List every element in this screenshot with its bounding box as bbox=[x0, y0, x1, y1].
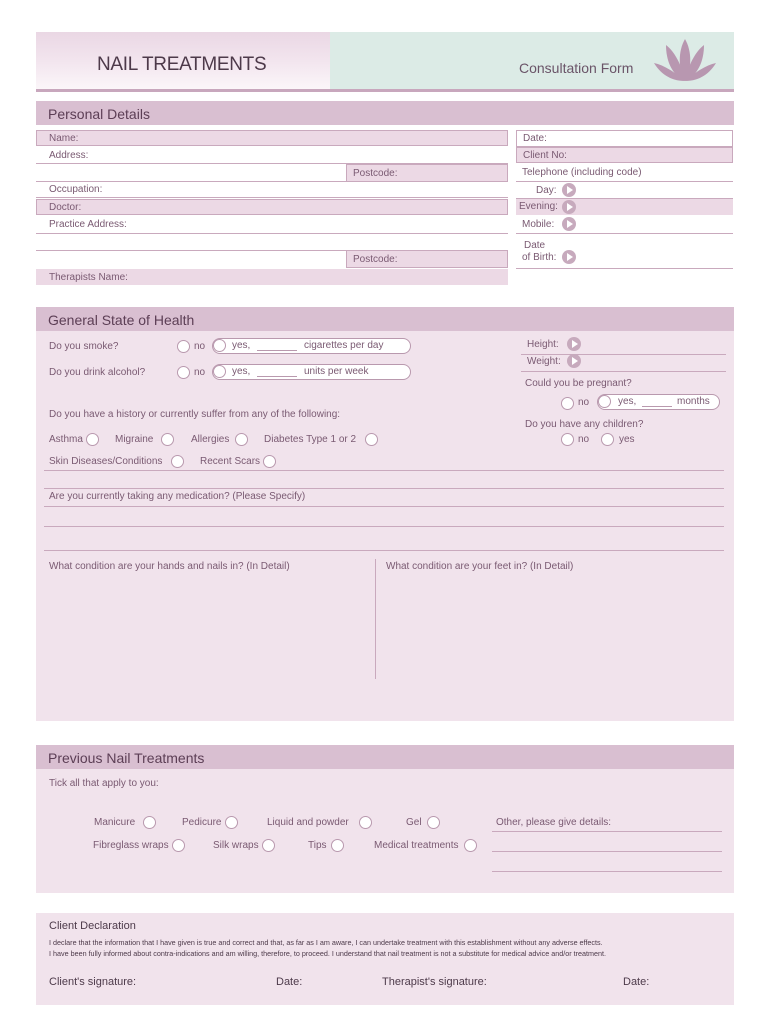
smoke-question: Do you smoke? bbox=[49, 341, 119, 352]
condition-diabetes-checkbox[interactable] bbox=[365, 433, 378, 446]
postcode-field[interactable] bbox=[346, 164, 508, 182]
form-subtitle: Consultation Form bbox=[519, 60, 634, 76]
mobile-label: Mobile: bbox=[522, 219, 555, 230]
pregnant-no-label: no bbox=[578, 397, 590, 408]
treatment-manicure-label: Manicure bbox=[94, 817, 136, 828]
alcohol-no-radio[interactable] bbox=[177, 366, 190, 379]
occupation-line[interactable] bbox=[36, 197, 508, 198]
pregnant-yes-radio[interactable] bbox=[598, 395, 611, 408]
other-details-line-3[interactable] bbox=[492, 871, 722, 872]
pregnant-yes-pill[interactable] bbox=[597, 394, 720, 410]
previous-treatments-header bbox=[36, 745, 734, 769]
alcohol-question: Do you drink alcohol? bbox=[49, 367, 146, 378]
children-question: Do you have any children? bbox=[525, 419, 644, 430]
weight-arrow-icon bbox=[567, 354, 581, 368]
pregnant-question: Could you be pregnant? bbox=[525, 378, 632, 389]
address-label: Address: bbox=[49, 150, 89, 161]
address-line-2[interactable] bbox=[36, 181, 346, 182]
smoke-yes-radio[interactable] bbox=[213, 339, 226, 352]
weight-line[interactable] bbox=[521, 371, 726, 372]
smoke-yes-pill[interactable] bbox=[212, 338, 411, 354]
client-no-label: Client No: bbox=[523, 150, 567, 161]
evening-arrow-icon bbox=[562, 200, 576, 214]
doctor-field[interactable] bbox=[36, 199, 508, 215]
height-label: Height: bbox=[527, 339, 559, 350]
tick-instruction: Tick all that apply to you: bbox=[49, 778, 159, 789]
client-no-field[interactable] bbox=[516, 147, 733, 163]
practice-postcode-label: Postcode: bbox=[353, 254, 398, 265]
condition-scars-label: Recent Scars bbox=[200, 456, 261, 467]
page-title: NAIL TREATMENTS bbox=[97, 54, 267, 75]
alcohol-yes-pill[interactable] bbox=[212, 364, 411, 380]
client-signature-field[interactable] bbox=[140, 975, 270, 990]
client-date-label: Date: bbox=[276, 976, 303, 988]
medication-line-2[interactable] bbox=[44, 526, 724, 527]
therapist-name-label: Therapists Name: bbox=[49, 272, 128, 283]
therapist-date-label: Date: bbox=[623, 976, 650, 988]
alcohol-no-label: no bbox=[194, 367, 206, 378]
treatment-fibreglass-label: Fibreglass wraps bbox=[93, 840, 169, 851]
date-label: Date: bbox=[523, 133, 547, 144]
declaration-text-line2: I have been fully informed about contra-indications and am willing, therefore, to proceed. I understand that nail treatment is not a substitute for medical advice and/or treatment. bbox=[49, 949, 606, 958]
condition-asthma-checkbox[interactable] bbox=[86, 433, 99, 446]
condition-asthma-label: Asthma bbox=[49, 434, 83, 445]
children-yes-radio[interactable] bbox=[601, 433, 614, 446]
therapist-signature-field[interactable] bbox=[490, 975, 618, 990]
treatment-fibreglass-checkbox[interactable] bbox=[172, 839, 185, 852]
children-no-radio[interactable] bbox=[561, 433, 574, 446]
cigarettes-label: cigarettes per day bbox=[304, 340, 384, 351]
hands-feet-divider bbox=[375, 559, 376, 679]
treatment-gel-label: Gel bbox=[406, 817, 422, 828]
hands-question: What condition are your hands and nails in? (In Detail) bbox=[49, 561, 290, 572]
personal-details-header bbox=[36, 101, 734, 125]
alcohol-yes-radio[interactable] bbox=[213, 365, 226, 378]
practice-postcode-field[interactable] bbox=[346, 250, 508, 268]
alcohol-yes-label: yes, bbox=[232, 366, 251, 377]
mobile-arrow-icon bbox=[562, 217, 576, 231]
smoke-no-radio[interactable] bbox=[177, 340, 190, 353]
children-yes-label: yes bbox=[619, 434, 635, 445]
pregnant-no-radio[interactable] bbox=[561, 397, 574, 410]
practice-address-line-2[interactable] bbox=[36, 250, 346, 251]
declaration-title: Client Declaration bbox=[49, 920, 136, 932]
dob-line[interactable] bbox=[516, 268, 733, 269]
units-label: units per week bbox=[304, 366, 369, 377]
evening-label: Evening: bbox=[519, 201, 558, 212]
treatment-pedicure-label: Pedicure bbox=[182, 817, 222, 828]
name-label: Name: bbox=[49, 133, 79, 144]
dob-label-line2: of Birth: bbox=[522, 252, 557, 263]
practice-address-line[interactable] bbox=[36, 233, 508, 234]
treatment-silk-checkbox[interactable] bbox=[262, 839, 275, 852]
condition-migraine-checkbox[interactable] bbox=[161, 433, 174, 446]
health-header bbox=[36, 307, 734, 331]
dob-arrow-icon bbox=[562, 250, 576, 264]
therapist-date-field[interactable] bbox=[652, 975, 728, 990]
other-details-line[interactable] bbox=[492, 831, 722, 832]
smoke-yes-label: yes, bbox=[232, 340, 251, 351]
treatment-gel-checkbox[interactable] bbox=[427, 816, 440, 829]
telephone-line bbox=[516, 181, 733, 182]
treatment-pedicure-checkbox[interactable] bbox=[225, 816, 238, 829]
medication-line[interactable] bbox=[44, 506, 724, 507]
height-arrow-icon bbox=[567, 337, 581, 351]
date-field[interactable] bbox=[516, 130, 733, 147]
declaration-text-line1: I declare that the information that I have given is true and correct and that, as far as I am aware, I can undertake treatment with this establishment without any adverse effects. bbox=[49, 938, 603, 947]
condition-skin-checkbox[interactable] bbox=[171, 455, 184, 468]
therapist-signature-label: Therapist's signature: bbox=[382, 976, 487, 988]
lotus-icon bbox=[652, 37, 718, 85]
section-title: Previous Nail Treatments bbox=[48, 750, 205, 766]
children-no-label: no bbox=[578, 434, 590, 445]
dob-label-line1: Date bbox=[524, 240, 546, 251]
declaration-panel bbox=[36, 913, 734, 1005]
section-title: General State of Health bbox=[48, 312, 195, 328]
section-title: Personal Details bbox=[48, 106, 150, 122]
mobile-line[interactable] bbox=[516, 233, 733, 234]
condition-migraine-label: Migraine bbox=[115, 434, 154, 445]
name-field[interactable] bbox=[36, 130, 508, 146]
alcohol-amount-blank[interactable] bbox=[257, 376, 297, 377]
postcode-label: Postcode: bbox=[353, 168, 398, 179]
treatment-manicure-checkbox[interactable] bbox=[143, 816, 156, 829]
treatment-medical-checkbox[interactable] bbox=[464, 839, 477, 852]
hands-answer-area[interactable] bbox=[44, 575, 370, 675]
header-divider bbox=[36, 89, 734, 92]
medication-line-3[interactable] bbox=[44, 550, 724, 551]
treatment-medical-label: Medical treatments bbox=[374, 840, 459, 851]
client-signature-label: Client's signature: bbox=[49, 976, 137, 988]
condition-scars-checkbox[interactable] bbox=[263, 455, 276, 468]
treatment-silk-label: Silk wraps bbox=[213, 840, 259, 851]
treatment-tips-checkbox[interactable] bbox=[331, 839, 344, 852]
smoke-no-label: no bbox=[194, 341, 206, 352]
feet-answer-area[interactable] bbox=[382, 575, 724, 675]
other-details-line-2[interactable] bbox=[492, 851, 722, 852]
history-question: Do you have a history or currently suffer from any of the following: bbox=[49, 409, 341, 420]
occupation-label: Occupation: bbox=[49, 184, 103, 195]
condition-skin-label: Skin Diseases/Conditions bbox=[49, 456, 163, 467]
weight-label: Weight: bbox=[527, 356, 561, 367]
condition-diabetes-label: Diabetes Type 1 or 2 bbox=[264, 434, 357, 445]
evening-field[interactable] bbox=[516, 199, 733, 215]
months-blank[interactable] bbox=[642, 406, 672, 407]
day-arrow-icon bbox=[562, 183, 576, 197]
treatment-liquid-powder-label: Liquid and powder bbox=[267, 817, 349, 828]
conditions-line bbox=[44, 470, 724, 471]
treatment-tips-label: Tips bbox=[308, 840, 327, 851]
feet-question: What condition are your feet in? (In Detail) bbox=[386, 561, 574, 572]
height-line[interactable] bbox=[521, 354, 726, 355]
medication-question: Are you currently taking any medication? (Please Specify) bbox=[49, 491, 306, 502]
pregnant-yes-label: yes, bbox=[618, 396, 637, 407]
telephone-label: Telephone (including code) bbox=[522, 167, 642, 178]
practice-address-label: Practice Address: bbox=[49, 219, 127, 230]
other-details-label: Other, please give details: bbox=[496, 817, 612, 828]
smoke-amount-blank[interactable] bbox=[257, 350, 297, 351]
day-label: Day: bbox=[536, 185, 557, 196]
condition-allergies-label: Allergies bbox=[191, 434, 230, 445]
conditions-line-2 bbox=[44, 488, 724, 489]
months-label: months bbox=[677, 396, 710, 407]
doctor-label: Doctor: bbox=[49, 202, 82, 213]
treatment-liquid-powder-checkbox[interactable] bbox=[359, 816, 372, 829]
client-date-field[interactable] bbox=[305, 975, 375, 990]
therapist-name-field[interactable] bbox=[36, 269, 508, 285]
condition-allergies-checkbox[interactable] bbox=[235, 433, 248, 446]
